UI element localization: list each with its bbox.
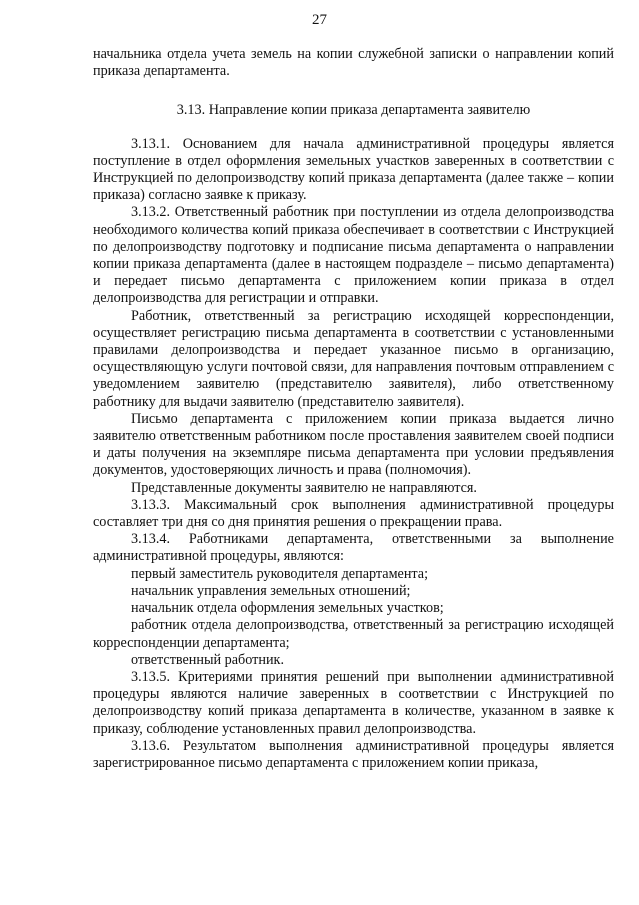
list-item: начальник отдела оформления земельных участков; <box>131 600 444 617</box>
section-heading: 3.13. Направление копии приказа департамента заявителю <box>176 102 531 119</box>
list-item: первый заместитель руководителя департамента; <box>131 565 429 582</box>
paragraph-3-13-3: 3.13.3. Максимальный срок выполнения административной процедуры составляет три дня со дня принятия решения о прекращении права. <box>93 496 614 531</box>
document-body <box>93 46 614 772</box>
paragraph-documents-not-sent: Представленные документы заявителю не направляются. <box>131 479 477 496</box>
paragraph-3-13-5: 3.13.5. Критериями принятия решений при выполнении административной процедуры являются наличие заверенных в соответствии с Инструкцией по делопроизводству копий приказа департамента в количестве, указанном в заявке к приказу, соблюдение установленных правил делопроизводства. <box>93 668 614 737</box>
page-number: 27 <box>312 12 327 28</box>
list-item: ответственный работник. <box>131 651 285 668</box>
paragraph-3-13-4: 3.13.4. Работниками департамента, ответственными за выполнение административной процедуры, являются: <box>93 531 614 565</box>
paragraph-3-13-6: 3.13.6. Результатом выполнения административной процедуры является зарегистрированное письмо департамента с приложением копии приказа, <box>93 737 614 771</box>
list-item: начальник управления земельных отношений; <box>131 582 411 599</box>
list-item: работник отдела делопроизводства, ответственный за регистрацию исходящей корреспонденции департамента; <box>93 617 614 651</box>
paragraph-3-13-2: 3.13.2. Ответственный работник при поступлении из отдела делопроизводства необходимого количества копий приказа обеспечивает в соответствии с Инструкцией по делопроизводству подготовку и подписание письма департамента о направлении копии приказа департамента (далее в настоящем подразделе – письмо департамента) и передает письмо департамента с приложением копии приказа в отдел делопроизводства для регистрации и отправки. <box>93 204 614 307</box>
paragraph-registration: Работник, ответственный за регистрацию исходящей корреспонденции, осуществляет регистрацию письма департамента в соответствии с установленными правилами делопроизводства и передает указанное письмо в организацию, осуществляющую услуги почтовой связи, для направления почтовым отправлением с уведомлением заявителю (представителю заявителя), либо ответственному работнику для выдачи заявителю (представителю заявителя). <box>93 307 614 410</box>
paragraph-continuation: начальника отдела учета земель на копии служебной записки о направлении копий приказа департамента. <box>93 46 614 80</box>
paragraph-3-13-1: 3.13.1. Основанием для начала административной процедуры является поступление в отдел оформления земельных участков заверенных в соответствии с Инструкцией по делопроизводству копий приказа департамента (далее также – копии приказа) согласно заявке к приказу. <box>93 135 614 204</box>
paragraph-issuance: Письмо департамента с приложением копии приказа выдается лично заявителю ответственным работником после проставления заявителем своей подписи и даты получения на экземпляре письма департамента при условии предъявления документов, удостоверяющих личность и права (полномочия). <box>93 410 614 479</box>
